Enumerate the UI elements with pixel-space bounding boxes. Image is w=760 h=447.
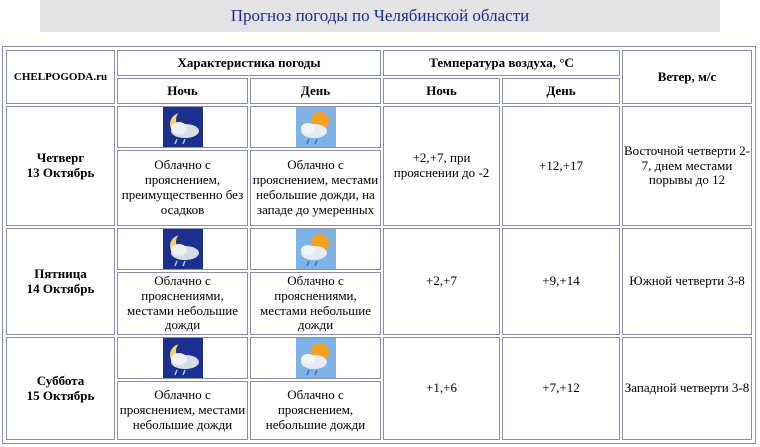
night-description: Облачно с прояснениями, местами небольшие дожди — [117, 272, 248, 335]
temp-night: +2,+7, при прояснении до -2 — [383, 106, 500, 226]
day-date: 14 Октябрь — [26, 280, 95, 296]
night-description: Облачно с прояснением, преимущественно без осадков — [117, 150, 248, 226]
day-header: День — [250, 78, 381, 104]
page-title: Прогноз погоды по Челябинской области — [230, 6, 530, 25]
wind-header: Ветер, м/с — [622, 50, 752, 104]
moon-cloud-rain-icon — [163, 338, 203, 378]
day-label — [6, 106, 115, 226]
night-icon-cell — [117, 228, 248, 270]
day-description: Облачно с прояснением, местами небольшие дожди, на западе до умеренных — [250, 150, 381, 226]
day-description: Облачно с прояснениями, местами небольшие дожди — [250, 272, 381, 335]
temp-day: +9,+14 — [502, 228, 620, 335]
day-name: Четверг — [36, 150, 85, 166]
sun-cloud-rain-icon — [296, 338, 336, 378]
sun-cloud-rain-icon — [296, 229, 336, 269]
night-icon-cell — [117, 337, 248, 379]
night-header: Ночь — [117, 78, 248, 104]
temp-day: +12,+17 — [502, 106, 620, 226]
sun-cloud-rain-icon — [296, 107, 336, 147]
day-icon-cell — [250, 337, 381, 379]
weather-char-header: Характеристика погоды — [117, 50, 381, 76]
temp-night: +2,+7 — [383, 228, 500, 335]
day-name: Суббота — [36, 372, 85, 388]
moon-cloud-rain-icon — [163, 107, 203, 147]
day-name: Пятница — [34, 265, 87, 281]
temp-night: +1,+6 — [383, 337, 500, 440]
day-icon-cell — [250, 228, 381, 270]
day-description: Облачно с прояснением, небольшие дожди — [250, 381, 381, 440]
forecast-table — [2, 46, 756, 444]
day-icon-cell — [250, 106, 381, 148]
day-date: 15 Октябрь — [26, 387, 95, 403]
night-description: Облачно с прояснением, местами небольшие дожди — [117, 381, 248, 440]
wind-value: Восточной четверти 2-7, днем местами порывы до 12 — [622, 106, 752, 226]
wind-value: Южной четверти 3-8 — [622, 228, 752, 335]
day-label — [6, 228, 115, 335]
moon-cloud-rain-icon — [163, 229, 203, 269]
wind-value: Западной четверти 3-8 — [622, 337, 752, 440]
day-date: 13 Октябрь — [26, 165, 95, 180]
site-name: CHELPOGODA.ru — [6, 50, 115, 104]
night-icon-cell — [117, 106, 248, 148]
temp-night-header: Ночь — [383, 78, 500, 104]
day-label — [6, 337, 115, 440]
page-title-bar — [40, 0, 720, 32]
temp-day-header: День — [502, 78, 620, 104]
temp-day: +7,+12 — [502, 337, 620, 440]
air-temp-header: Температура воздуха, °C — [383, 50, 620, 76]
